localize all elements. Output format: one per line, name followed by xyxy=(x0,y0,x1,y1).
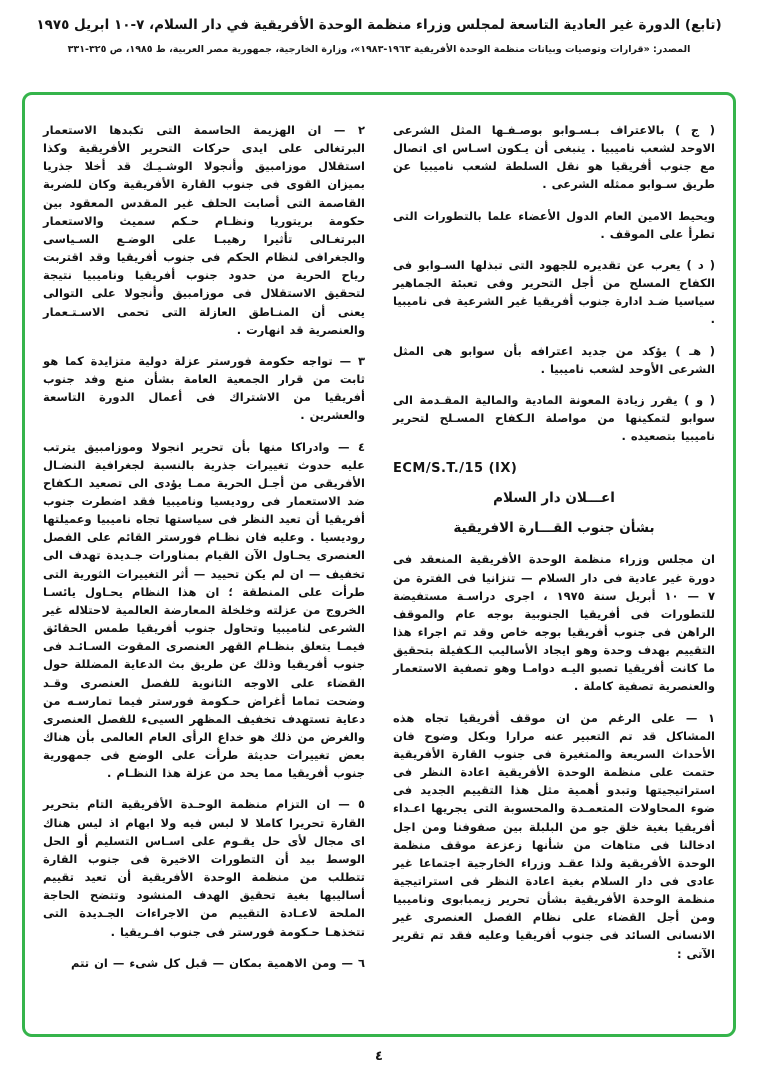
paragraph-item-waw: ( و ) يقرر زيادة المعونة المادية والمالية المقـدمة الى سوابو لتمكينها من مواصلة الـكفاح المسـلح لتحرير ناميبيا بتصعيده . xyxy=(393,392,715,444)
paragraph-point-3: ٣ — تواجه حكومة فورستر عزلة دولية متزايدة كما هو ثابت من قرار الجمعية العامة بشأن منع وفد جنوب أفريقيا من الاشتراك فى أعمال الدورة التاسعة والعشرين . xyxy=(43,353,365,423)
paragraph-point-4: ٤ — وادراكا منها بأن تحرير انجولا وموزامبيق يترتب عليه حدوث تغييرات جذرية بالنسبة لجغرافية النضـال الأفريقى من أجـل الحرية ممـا يؤدى الى تصعيد الـكفاح ضد الاستعمار فى روديسيا وناميبيا فقد اضطرت جنوب أفريقيا أن تعيد النظر فى سياستها تجاه ناميبيا وعميلتها روديسيا . وعليه فان نظـام فورستر القائم على الفصل العنصرى يحـاول الآن القيام بمناورات جـديدة تهدف الى تخفيف — ان لم يكن تحييد — أثر التغييرات الثورية التى طرأت على المنطقة ؛ ان هذا النظام يحـاول يائسـا الخروج من عزلته وخلخلة المعارضة العالمية لاحتلاله غير الشرعى لناميبيا وتحاول جنوب أفريقيا طمس الحقائق فيمـا يتعلق بنظـام القهر العنصرى المقوت السـائـد فى جنوب أفريقيا وذلك عن طريق بث الدعاية المضللة حول القضاء على الاوجه الثانوية للفصل العنصرى وقـد وضحت تماما أغراض حـكومة فورستر فيما تمارسـه من دعاية تستهدف تخفيف المظهر السيىء للفصل العنصرى والغرض من ذلك هو خداع الرأى العام العالمى بأن هناك بعض تغييرات حديثة طرأت على الوضع فى جمهورية جنوب أفريقيا مما يحد من عزلة هذا النظـام . xyxy=(43,439,365,781)
paragraph-item-ha: ( هـ ) يؤكد من جديد اعترافه بأن سوابو هى المثل الشرعى الأوحد لشعب ناميبيا . xyxy=(393,343,715,376)
header-source: المصدر: «قرارات وتوصيات وبيانات منظمة الوحدة الأفريقية ١٩٦٣-١٩٨٣»، وزارة الخارجية، جمهورية مصر العربية، ط ١٩٨٥، ص ٣٢٥-٣٣١ xyxy=(67,43,691,55)
document-header xyxy=(0,0,758,55)
page-number: ٤ xyxy=(375,1049,383,1064)
section-heading-subject: بشأن جنوب القـــارة الافريقية xyxy=(453,520,655,537)
paragraph-point-1: ١ — على الرغم من ان موقف أفريقيا تجاه هذه المشاكل قد تم التعبير عنه مرارا وبكل وضوح فان الأحداث السريعة والمتغيرة فى جنوب القارة الأفريقية حتمت على منظمة الوحدة الأفريقية اعادة النظر فى استراتيجيتها وتبدو أهمية مثل هذا التقييم الجديد فى ضوء المحاولات المتعمـدة والمحسوبة التى يجريها اعـداء أفريقيا بغية خلق جو من البلبلة بين صفوفنا ومن اجل ادخالنا فى متاهات من شأنها زعزعة موقف منظمة الوحدة الأفريقية ولذا عقـد وزراء الخارجية اجتماعا غير عادى فى دار السلام بغية اعادة النظر فى استراتيجية منظمة الوحدة الأفريقية بشأن تحرير زيمبابوى وناميبيا ومن أجل القضاء على نظام الفصل العنصرى غير الانسانى السائد فى جنوب أفريقيا وعليه فقد تم تقرير الآتى : xyxy=(393,710,715,961)
content-border-box xyxy=(22,92,736,1037)
paragraph-point-2: ٢ — ان الهزيمة الحاسمة التى تكبدها الاستعمار البرتغالى على ايدى حركات التحرير الأفريقية وكذا استقلال موزامبيق وأنجولا الوشـيـك قد أخلا جذريا بميزان القوى فى جنوب القارة الأفريقية وكان للضربة القاصمة التى أصابت الحلف غير المقدس المعقود بين حكومة بريتوريا ونظـام حـكم سميث والاستعمار البرتغـالى تأثيرا رهيبـا على الوضـع السـياسى والجغرافى لنظام الحكم فى جنوب أفريقيا وقد اقتربت رياح الحرية من حدود جنوب أفريقيا وناميبيا نتيجة لتحقيق الاستقلال فى موزامبيق وأنجولا على التوالى يعنى أن المنـاطق العازلة التى تحمى الاسـتـعمار والعنصرية قد انهارت . xyxy=(43,123,365,337)
paragraph-item-jeem: ( ج ) بالاعتراف بـسـوابو بوصـفـها المثل الشرعى الاوحد لشعب ناميبيا . ينبغى أن يـكون اسـاس اى اتصال مع جنوب أفريقيا هو نقل السلطة لشعب ناميبيا عن طريق سـوابو ممثله الشرعى . xyxy=(393,123,715,192)
paragraph-item-dal: ( د ) يعرب عن تقديره للجهود التى تبذلها السـوابو فى الكفاح المسلح من أجل التحرير وفى تعبئة الجماهير سياسيا ضـد ادارة جنوب أفريقيا غير الشرعية فى ناميبيا . xyxy=(393,257,715,327)
document-reference-code: ECM/S.T./15 (IX) xyxy=(393,461,518,477)
right-column xyxy=(393,121,715,1014)
header-title: (تابع) الدورة غير العادية التاسعة لمجلس وزراء منظمة الوحدة الأفريقية في دار السلام، ٧-١٠ ابريل ١٩٧٥ xyxy=(36,17,722,33)
paragraph-secretary-general: ويحيط الامين العام الدول الأعضاء علما بالتطورات التى تطرأ على الموقف . xyxy=(393,208,715,241)
paragraph-declaration-intro: ان مجلس وزراء منظمة الوحدة الأفريقية المنعقد فى دورة غير عادية فى دار السلام — تنزانيا فى الفترة من ٧ — ١٠ أبريل سنة ١٩٧٥ ، اجرى دراسـة مستفيضة للتطورات فى أفريقيا الجنوبية بوجه عام والموقف الراهن فى جنوب أفريقيا بوجه خاص وقد تم اجراء هذا التقييم بهدف وحدة وهو ايجاد الأساليب الـكفيلة بتحقيق ما كانت أفريقيا تصبو اليـه دوامـا وهو تصفية الاستعمار والعنصرية تصفية كاملة . xyxy=(393,552,715,694)
paragraph-point-5: ٥ — ان التزام منظمة الوحـدة الأفريقية التام بتحرير القارة تحريرا كاملا لا لبس فيه ولا ابهام اذ ليس هناك اى مجال لأى حل يقـوم على اسـاس التسليم أو الحل الوسط بيد أن التطورات الاخيرة فى جنوب القارة تتطلب من منظمة الوحدة الأفريقية أن تعيد تقييم أساليبها بغية تحقيق الهدف المنشود وتتضح الحاجة الملحة لاعـادة التقييم من الاجراءات الجـديدة التى تتخذهـا حـكومة فورستر فى جنوب افـريقيا . xyxy=(43,797,365,939)
two-column-layout xyxy=(43,121,715,1014)
section-heading-declaration: اعـــلان دار السلام xyxy=(493,490,615,507)
paragraph-point-6: ٦ — ومن الاهمية بمكان — قبل كل شىء — ان تتم xyxy=(71,955,365,970)
left-column xyxy=(43,121,365,1014)
